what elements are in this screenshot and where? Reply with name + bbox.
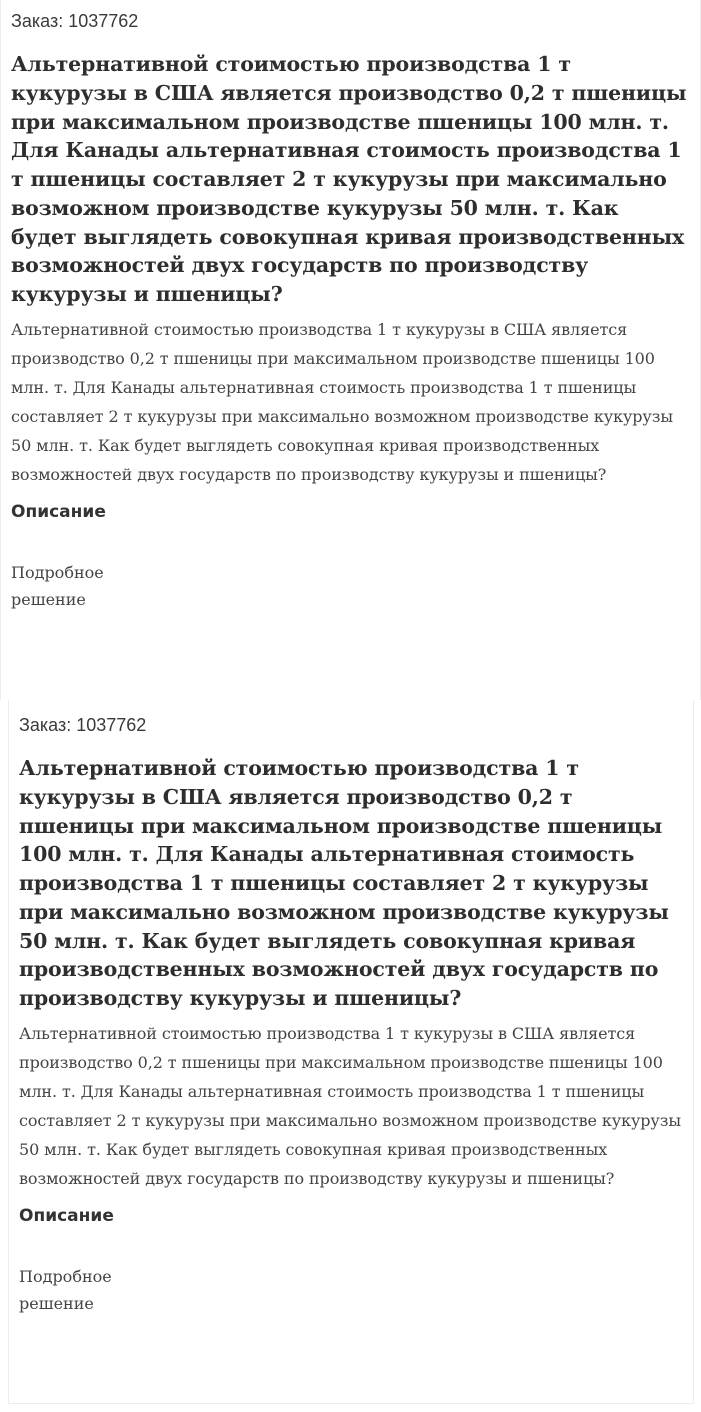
task-title: Альтернативной стоимостью производства 1 т кукурузы в США является производство 0,2 т пшеницы при максимальном производстве пшеницы 100 млн. т. Для Канады альтернативная стоимость производства 1 т пшеницы составляет 2 т кукурузы при максимально возможном производстве кукурузы 50 млн. т. Как будет выглядеть совокупная кривая производственных возможностей двух государств по производству кукурузы и пшеницы? <box>19 756 669 1010</box>
order-number: 1037762 <box>68 11 139 31</box>
detailed-solution-label: Подробное решение <box>11 562 104 610</box>
order-info <box>11 10 690 32</box>
order-card <box>0 0 701 700</box>
description-heading: Описание <box>19 1205 114 1226</box>
order-label: Заказ: <box>11 11 64 31</box>
order-card <box>8 700 694 1404</box>
order-number: 1037762 <box>76 715 147 735</box>
task-description: Альтернативной стоимостью производства 1 т кукурузы в США является производство 0,2 т пшеницы при максимальном производстве пшеницы 100 млн. т. Для Канады альтернативная стоимость производства 1 т пшеницы составляет 2 т кукурузы при максимально возможном производстве кукурузы 50 млн. т. Как будет выглядеть совокупная кривая производственных возможностей двух государств по производству кукурузы и пшеницы? <box>11 319 673 484</box>
order-label: Заказ: <box>19 715 72 735</box>
order-info <box>19 714 683 736</box>
task-title: Альтернативной стоимостью производства 1 т кукурузы в США является производство 0,2 т пшеницы при максимальном производстве пшеницы 100 млн. т. Для Канады альтернативная стоимость производства 1 т пшеницы составляет 2 т кукурузы при максимально возможном производстве кукурузы 50 млн. т. Как будет выглядеть совокупная кривая производственных возможностей двух государств по производству кукурузы и пшеницы? <box>11 52 687 306</box>
detailed-solution-label: Подробное решение <box>19 1266 112 1314</box>
description-heading: Описание <box>11 501 106 522</box>
task-description: Альтернативной стоимостью производства 1 т кукурузы в США является производство 0,2 т пшеницы при максимальном производстве пшеницы 100 млн. т. Для Канады альтернативная стоимость производства 1 т пшеницы составляет 2 т кукурузы при максимально возможном производстве кукурузы 50 млн. т. Как будет выглядеть совокупная кривая производственных возможностей двух государств по производству кукурузы и пшеницы? <box>19 1023 681 1188</box>
